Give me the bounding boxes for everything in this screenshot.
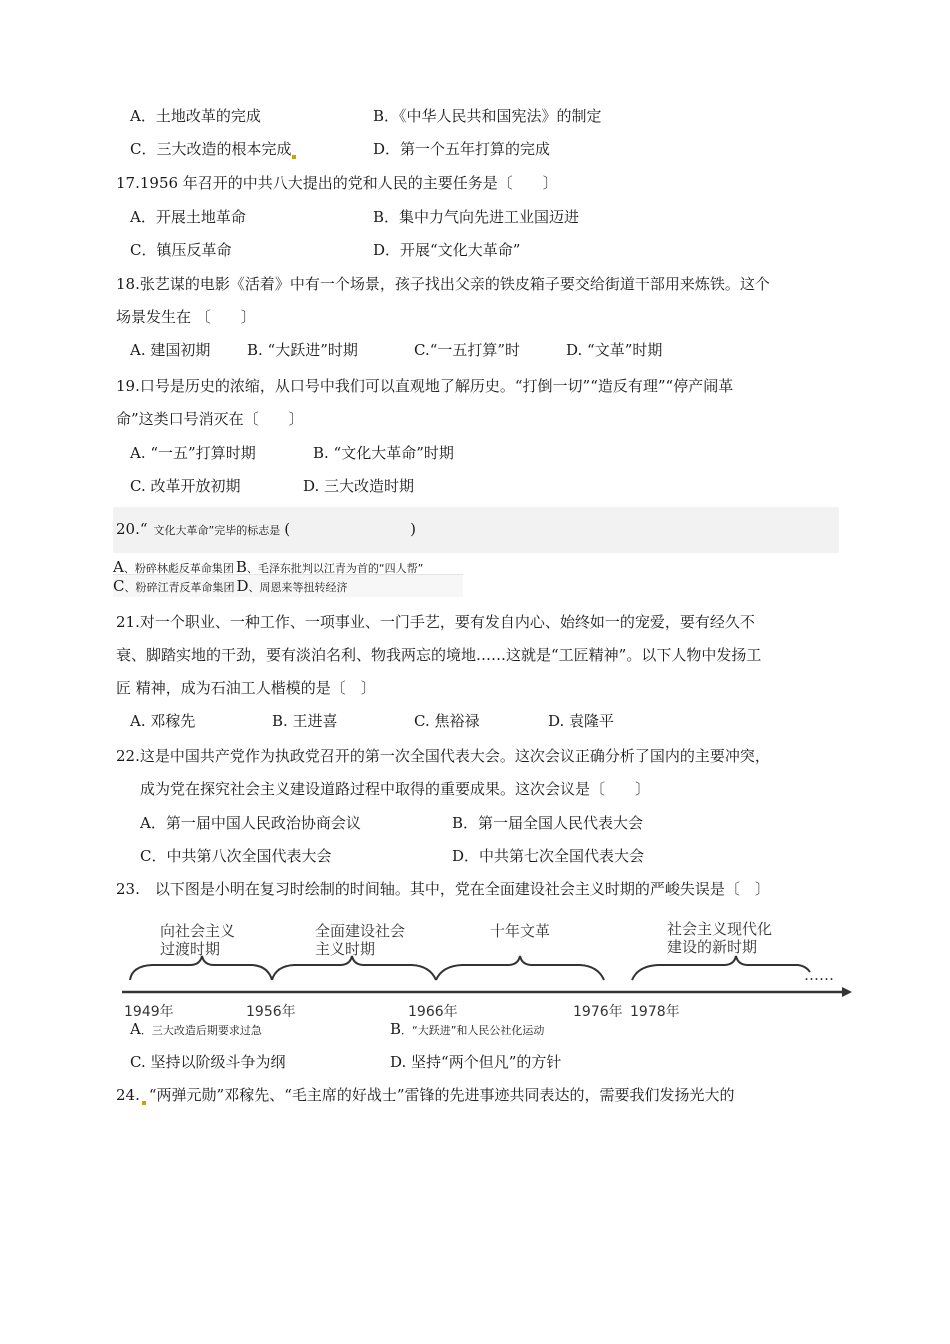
q21-stem-line1: 21.对一个职业、一种工作、一项事业、一门手艺，要有发自内心、始终如一的宠爱，要有经久不 [116, 613, 755, 631]
timeline-arrow [842, 987, 852, 997]
q20-options-ab [113, 557, 423, 577]
q23-option-d: D. 坚持“两个但凡”的方针 [390, 1053, 562, 1071]
q23-option-a [130, 1019, 262, 1039]
q24-stem [116, 1085, 735, 1105]
q22-option-c: C．中共第八次全国代表大会 [140, 847, 332, 865]
q21-option-b: B. 王进喜 [272, 712, 338, 730]
q23-option-b-text: ．“大跃进”和人民公社化运动 [401, 1024, 545, 1037]
q17-option-d: D．开展“文化大革命” [373, 241, 521, 259]
timeline-period2-line1: 全面建设社会 [315, 922, 406, 940]
timeline-period1-line1: 向社会主义 [160, 922, 236, 940]
q16-option-d: D．第一个五年打算的完成 [373, 140, 551, 158]
q18-option-a: A. 建国初期 [130, 341, 211, 359]
q19-stem-line2: 命”这类口号消灭在〔 〕 [116, 410, 304, 428]
q17-option-c: C．镇压反革命 [130, 241, 232, 259]
q19-option-b: B. “文化大革命”时期 [313, 444, 454, 462]
highlight-mark [142, 1101, 146, 1105]
q22-option-b: B．第一届全国人民代表大会 [452, 814, 644, 832]
q17-stem: 17.1956 年召开的中共八大提出的党和人民的主要任务是〔 〕 [116, 174, 558, 192]
q19-stem-line1: 19.口号是历史的浓缩，从口号中我们可以直观地了解历史。“打倒一切”“造反有理”“停产闹革 [116, 377, 734, 395]
q23-option-b [390, 1019, 544, 1039]
q20-option-b: 、毛泽东批判以江青为首的“四人帮” [246, 562, 424, 575]
timeline-brace-1 [130, 956, 272, 980]
q20-stem-text: 文化大革命”完毕的标志是 [153, 524, 281, 537]
timeline-year-1949: 1949年 [124, 1004, 174, 1020]
q20-c-prefix: C [113, 577, 125, 595]
q20-option-d: 、周恩来等扭转经济 [248, 581, 348, 594]
q16-option-c [130, 139, 296, 159]
q20-stem [116, 519, 416, 539]
q21-option-c: C. 焦裕禄 [414, 712, 480, 730]
timeline-brace-3 [436, 956, 604, 980]
q18-stem-line1: 18.张艺谋的电影《活着》中有一个场景，孩子找出父亲的铁皮箱子要交给街道干部用来炼铁。这个 [116, 275, 770, 293]
q18-option-d: D. “文革”时期 [566, 341, 663, 359]
q17-option-a: A．开展土地革命 [130, 208, 246, 226]
q21-stem-line2: 衰、脚踏实地的干劲，要有淡泊名利、物我两忘的境地……这就是“工匠精神”。以下人物中发扬工 [116, 646, 762, 664]
q20-a-prefix: A [113, 558, 124, 576]
q16-option-a: A．土地改革的完成 [130, 107, 261, 125]
timeline-dots: …… [804, 966, 834, 984]
q22-option-a: A．第一届中国人民政治协商会议 [140, 814, 361, 832]
q23-a-prefix: A [130, 1020, 141, 1038]
q20-options-cd [113, 576, 348, 596]
timeline-period1-line2: 过渡时期 [160, 940, 221, 958]
q23-option-c: C. 坚持以阶级斗争为纲 [130, 1053, 286, 1071]
timeline-period2-line2: 主义时期 [315, 940, 376, 958]
q19-option-a: A. “一五”打算时期 [130, 444, 256, 462]
q16-option-b: B．《中华人民共和国宪法》的制定 [373, 107, 602, 125]
highlight-mark [292, 155, 296, 159]
timeline-year-1976: 1976年 [573, 1004, 623, 1020]
timeline-period4-line2: 建设的新时期 [667, 938, 758, 956]
q23-b-prefix: B [390, 1020, 402, 1038]
q20-b-prefix: B [235, 558, 247, 576]
timeline-year-1966: 1966年 [408, 1004, 458, 1020]
q24-stem-text: “两弹元勋”邓稼先、“毛主席的好战士”雷锋的先进事迹共同表达的，需要我们发扬光大的 [148, 1086, 735, 1104]
q16-option-c-text: C．三大改造的根本完成 [130, 140, 292, 158]
q18-stem-line2: 场景发生在 〔 〕 [116, 308, 256, 326]
q20-option-c: 、粉碎江青反革命集团 [124, 581, 235, 594]
q18-option-c: C.“一五打算”时 [414, 341, 521, 359]
q20-paren: ( ) [284, 520, 416, 538]
q19-option-d: D. 三大改造时期 [303, 477, 415, 495]
timeline-period3: 十年文革 [490, 922, 551, 940]
q21-option-a: A. 邓稼先 [130, 712, 196, 730]
q22-stem-line1: 22.这是中国共产党作为执政党召开的第一次全国代表大会。这次会议正确分析了国内的主要冲突， [116, 747, 770, 765]
timeline-year-1978: 1978年 [630, 1004, 680, 1020]
timeline-brace-4 [632, 956, 810, 980]
q24-number: 24. [116, 1086, 140, 1104]
timeline-brace-2 [272, 956, 436, 980]
q23-timeline [112, 908, 857, 1020]
q20-d-prefix: D [236, 577, 249, 595]
q22-option-d: D．中共第七次全国代表大会 [452, 847, 645, 865]
q17-option-b: B．集中力气向先进工业国迈进 [373, 208, 580, 226]
q18-option-b: B. “大跃进”时期 [247, 341, 358, 359]
q20-option-a: 、粉碎林彪反革命集团 [123, 562, 234, 575]
q19-option-c: C. 改革开放初期 [130, 477, 241, 495]
q23-option-a-text: ．三大改造后期要求过急 [140, 1024, 262, 1037]
q20-number: 20.“ [116, 520, 148, 538]
timeline-year-1956: 1956年 [246, 1004, 296, 1020]
q23-stem: 23. 以下图是小明在复习时绘制的时间轴。其中，党在全面建设社会主义时期的严峻失误是〔 〕 [116, 880, 770, 898]
q22-stem-line2: 成为党在探究社会主义建设道路过程中取得的重要成果。这次会议是〔 〕 [140, 780, 651, 798]
q21-stem-line3: 匠 精神，成为石油工人楷模的是〔 〕 [116, 679, 376, 697]
timeline-period4-line1: 社会主义现代化 [667, 920, 773, 938]
q21-option-d: D. 袁隆平 [548, 712, 615, 730]
